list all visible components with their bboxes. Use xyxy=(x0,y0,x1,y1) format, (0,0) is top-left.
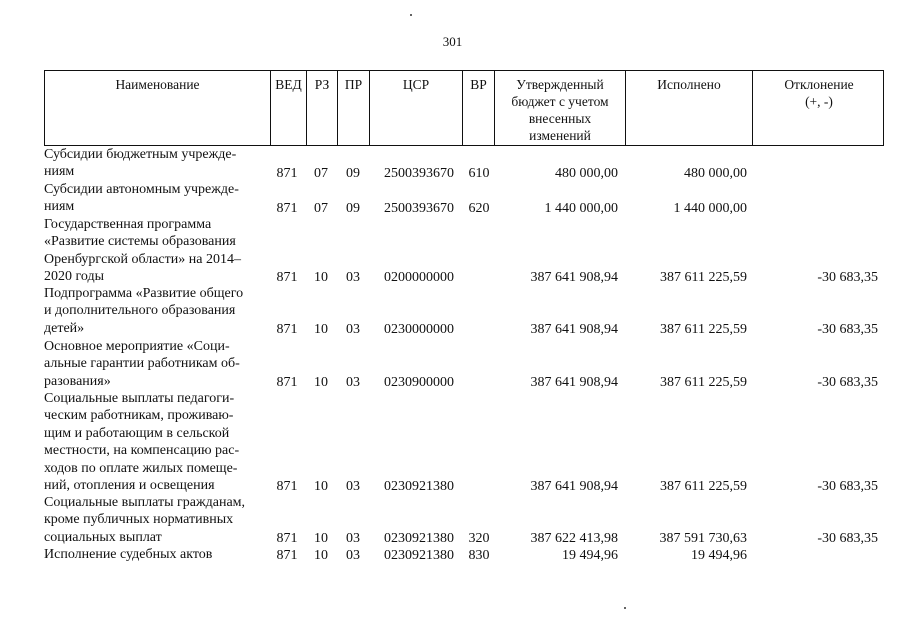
row-deviation: -30 683,35 xyxy=(817,321,878,337)
row-name: Социальные выплаты педагоги- ческим работникам, проживаю- щим и работающим в сельской местности, на компенсацию рас- ходов по оплате жилых помеще- ний, отопления и освещения xyxy=(44,391,240,494)
row-vr: 610 xyxy=(468,165,490,181)
row-csr: 0230000000 xyxy=(384,321,454,337)
header-rz: РЗ xyxy=(307,71,338,145)
row-rz: 10 xyxy=(314,478,328,494)
row-name: Социальные выплаты гражданам, кроме публичных нормативных социальных выплат xyxy=(44,495,246,545)
row-pr: 03 xyxy=(346,530,360,546)
page-number: 301 xyxy=(442,34,463,49)
row-budget: 480 000,00 xyxy=(555,165,618,181)
row-name: Субсидии автономным учрежде- ниям xyxy=(44,182,239,215)
header-ved: ВЕД xyxy=(271,71,307,145)
row-pr: 09 xyxy=(346,200,360,216)
row-executed: 387 611 225,59 xyxy=(660,321,747,337)
scan-speck xyxy=(624,607,626,609)
row-executed: 387 591 730,63 xyxy=(659,530,747,546)
row-name: Исполнение судебных актов xyxy=(44,547,213,562)
row-csr: 0230900000 xyxy=(384,374,454,390)
header-vr: ВР xyxy=(463,71,495,145)
row-rz: 10 xyxy=(314,374,328,390)
row-deviation: -30 683,35 xyxy=(817,374,878,390)
row-executed: 19 494,96 xyxy=(691,547,747,563)
row-rz: 10 xyxy=(314,321,328,337)
row-pr: 03 xyxy=(346,478,360,494)
table-row xyxy=(44,494,884,547)
row-pr: 03 xyxy=(346,547,360,563)
row-ved: 871 xyxy=(276,321,298,337)
row-budget: 387 641 908,94 xyxy=(530,269,618,285)
row-pr: 03 xyxy=(346,374,360,390)
header-name: Наименование xyxy=(45,71,271,145)
row-ved: 871 xyxy=(276,269,298,285)
table-row xyxy=(44,285,884,338)
row-csr: 0230921380 xyxy=(384,530,454,546)
row-pr: 03 xyxy=(346,321,360,337)
row-executed: 387 611 225,59 xyxy=(660,478,747,494)
row-csr: 0230921380 xyxy=(384,478,454,494)
row-rz: 10 xyxy=(314,269,328,285)
row-name: Подпрограмма «Развитие общего и дополнительного образования детей» xyxy=(44,286,244,336)
row-ved: 871 xyxy=(276,374,298,390)
row-rz: 10 xyxy=(314,547,328,563)
row-rz: 07 xyxy=(314,200,328,216)
row-ved: 871 xyxy=(276,165,298,181)
row-budget: 387 641 908,94 xyxy=(530,478,618,494)
row-ved: 871 xyxy=(276,530,298,546)
header-deviation: Отклонение (+, -) xyxy=(784,77,854,109)
table-row xyxy=(44,181,884,217)
header-executed: Исполнено xyxy=(626,71,753,145)
row-ved: 871 xyxy=(276,478,298,494)
table-header xyxy=(44,70,884,146)
row-budget: 387 622 413,98 xyxy=(530,530,618,546)
table-row xyxy=(44,146,884,182)
row-csr: 0230921380 xyxy=(384,547,454,563)
row-name: Основное мероприятие «Соци- альные гарантии работникам об- разования» xyxy=(44,339,240,389)
row-budget: 19 494,96 xyxy=(562,547,618,563)
row-csr: 2500393670 xyxy=(384,165,454,181)
scan-speck xyxy=(410,14,412,16)
row-budget: 387 641 908,94 xyxy=(530,374,618,390)
row-deviation: -30 683,35 xyxy=(817,530,878,546)
row-ved: 871 xyxy=(276,547,298,563)
header-csr: ЦСР xyxy=(370,71,463,145)
row-vr: 320 xyxy=(468,530,490,546)
row-budget: 1 440 000,00 xyxy=(544,200,618,216)
row-name: Субсидии бюджетным учрежде- ниям xyxy=(44,147,237,180)
row-rz: 10 xyxy=(314,530,328,546)
row-csr: 0200000000 xyxy=(384,269,454,285)
table-row xyxy=(44,216,884,286)
row-csr: 2500393670 xyxy=(384,200,454,216)
header-budget: Утвержденный бюджет с учетом внесенных изменений xyxy=(495,71,626,145)
row-vr: 830 xyxy=(468,547,490,563)
row-deviation: -30 683,35 xyxy=(817,478,878,494)
row-pr: 03 xyxy=(346,269,360,285)
row-pr: 09 xyxy=(346,165,360,181)
table-row xyxy=(44,338,884,391)
row-ved: 871 xyxy=(276,200,298,216)
row-budget: 387 641 908,94 xyxy=(530,321,618,337)
row-rz: 07 xyxy=(314,165,328,181)
row-executed: 387 611 225,59 xyxy=(660,269,747,285)
row-name: Государственная программа «Развитие системы образования Оренбургской области» на 2014– 2020 годы xyxy=(44,217,241,285)
table-row xyxy=(44,546,884,564)
header-pr: ПР xyxy=(338,71,370,145)
row-vr: 620 xyxy=(468,200,490,216)
row-executed: 1 440 000,00 xyxy=(673,200,747,216)
table-row xyxy=(44,390,884,495)
row-deviation: -30 683,35 xyxy=(817,269,878,285)
row-executed: 387 611 225,59 xyxy=(660,374,747,390)
row-executed: 480 000,00 xyxy=(684,165,747,181)
